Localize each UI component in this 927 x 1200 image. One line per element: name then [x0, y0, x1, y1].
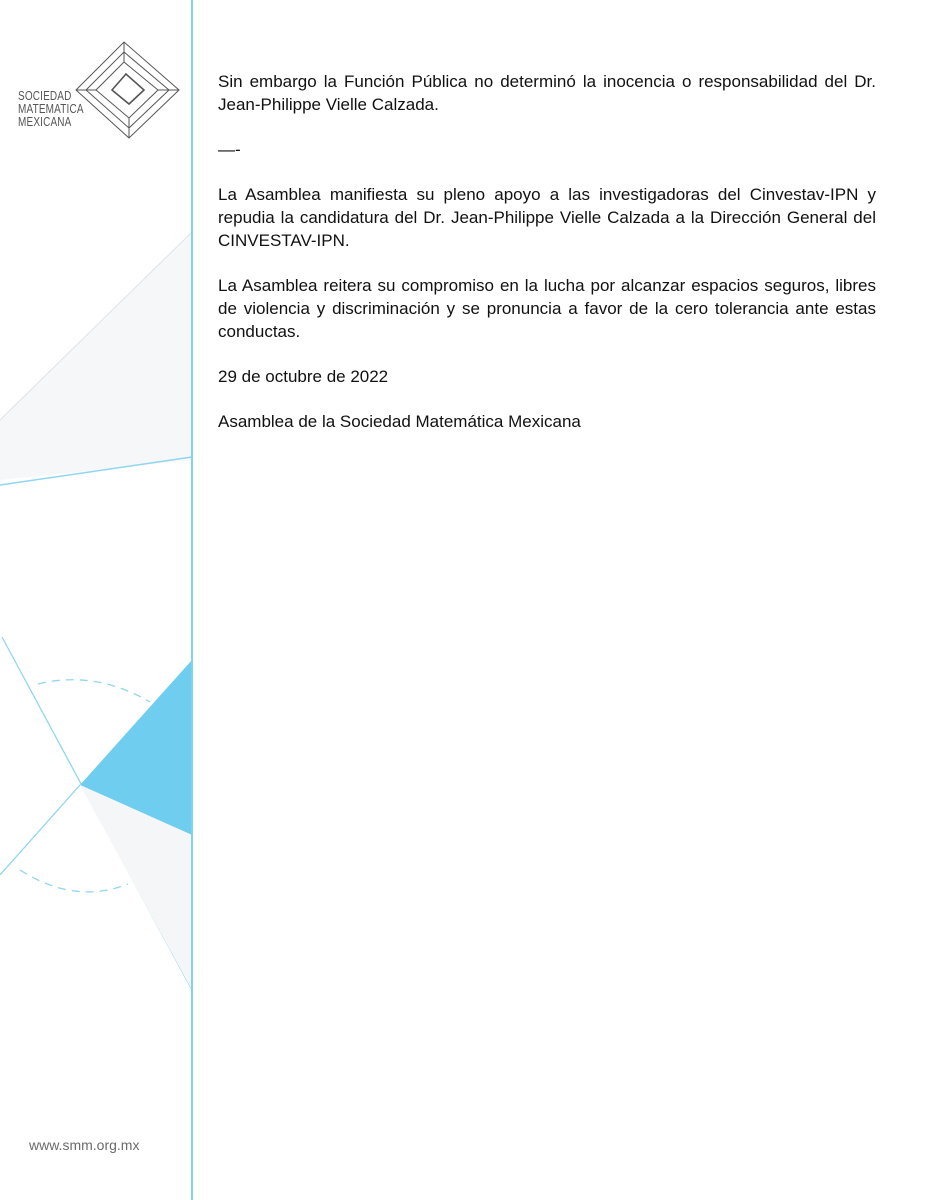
logo-line: MEXICANA — [18, 115, 72, 129]
signature: Asamblea de la Sociedad Matemática Mexicana — [218, 412, 581, 431]
logo-line: MATEMATICA — [18, 102, 84, 116]
sidebar — [0, 0, 192, 1200]
logo-line: SOCIEDAD — [18, 89, 72, 103]
date: 29 de octubre de 2022 — [218, 367, 389, 386]
sidebar-divider — [191, 0, 193, 1200]
paragraph: La Asamblea manifiesta su pleno apoyo a las investigadoras del Cinvestav-IPN y repudia la candidatura del Dr. Jean-Philippe Vielle Calzada a la Dirección General del CINVESTAV-IPN. — [218, 185, 876, 250]
logo-text — [18, 90, 84, 129]
smm-cube-logo-icon — [74, 40, 184, 140]
document-body — [218, 70, 876, 455]
geometric-decoration — [0, 0, 192, 1200]
smm-logo — [18, 40, 183, 140]
website-link[interactable]: www.smm.org.mx — [29, 1137, 140, 1153]
paragraph: La Asamblea reitera su compromiso en la lucha por alcanzar espacios seguros, libres de violencia y discriminación y se pronuncia a favor de la cero tolerancia ante estas conductas. — [218, 276, 876, 341]
paragraph: Sin embargo la Función Pública no determinó la inocencia o responsabilidad del Dr. Jean-Philippe Vielle Calzada. — [218, 72, 876, 114]
separator: —- — [218, 140, 241, 159]
